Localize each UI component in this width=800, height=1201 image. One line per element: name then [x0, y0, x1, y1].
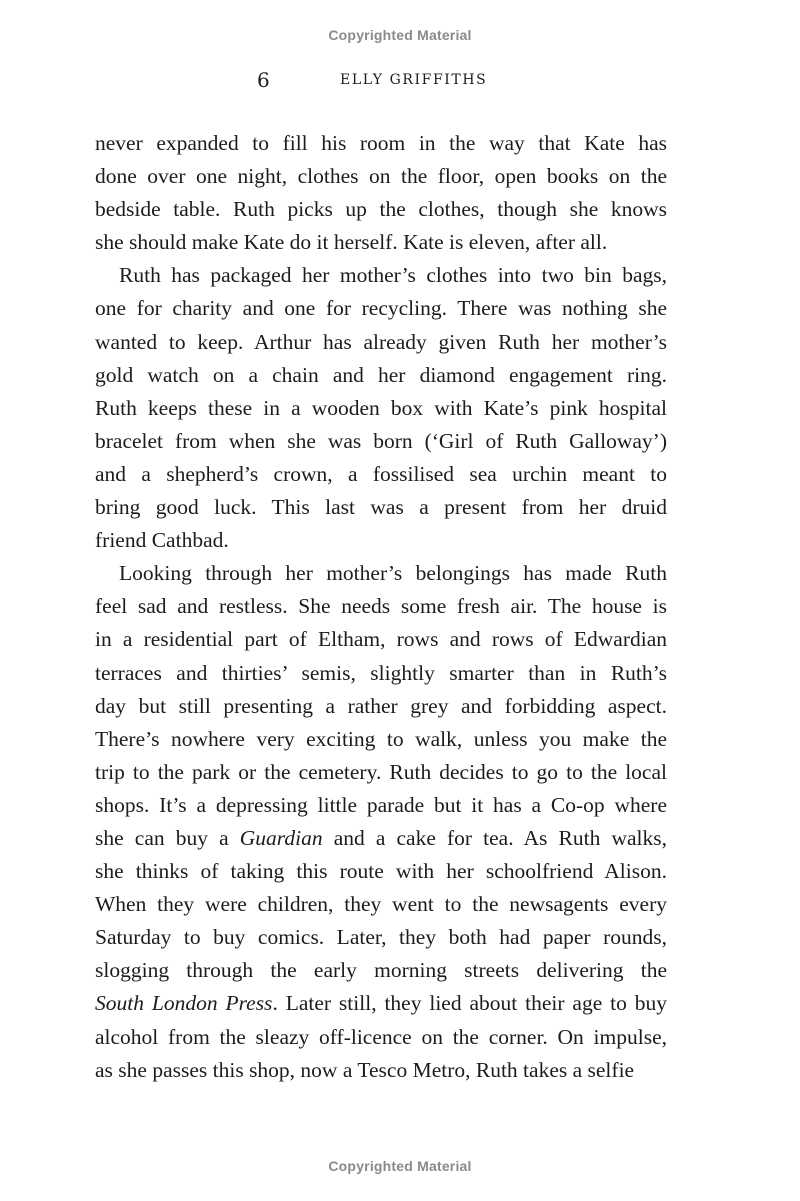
text-line: bedside table. Ruth picks up the clothes, though she knows	[95, 197, 667, 222]
text-line: gold watch on a chain and her diamond engagement ring.	[95, 362, 667, 387]
body-text	[95, 127, 667, 1087]
text-line: trip to the park or the cemetery. Ruth decides to go to the local	[95, 759, 667, 784]
text-line: one for charity and one for recycling. There was nothing she	[95, 296, 667, 321]
text-line: Ruth has packaged her mother’s clothes into two bin bags,	[119, 263, 667, 288]
text-line: she should make Kate do it herself. Kate is eleven, after all.	[95, 230, 608, 255]
text-line	[95, 987, 667, 1020]
paragraph	[95, 259, 667, 557]
text-line: shops. It’s a depressing little parade but it has a Co-op where	[95, 792, 667, 817]
text-line: day but still presenting a rather grey and forbidding aspect.	[95, 693, 667, 718]
text-run: she can buy a	[95, 825, 240, 850]
text-line	[95, 822, 667, 855]
text-line: slogging through the early morning streets delivering the	[95, 958, 667, 983]
page-number: 6	[257, 68, 270, 92]
text-line: friend Cathbad.	[95, 528, 229, 553]
running-head	[0, 68, 800, 94]
text-line: in a residential part of Eltham, rows and rows of Edwardian	[95, 627, 667, 652]
italic-title: Guardian	[239, 825, 323, 850]
text-line: alcohol from the sleazy off-licence on the corner. On impulse,	[95, 1024, 667, 1049]
paragraph	[95, 127, 667, 259]
text-line: Saturday to buy comics. Later, they both had paper rounds,	[95, 925, 667, 950]
italic-title: South London Press	[95, 991, 273, 1016]
text-line: never expanded to fill his room in the way that Kate has	[95, 131, 667, 155]
text-run: and a cake for tea. As Ruth walks,	[322, 825, 667, 850]
text-line: wanted to keep. Arthur has already given Ruth her mother’s	[95, 329, 667, 354]
text-line: as she passes this shop, now a Tesco Metro, Ruth takes a selfie	[95, 1057, 635, 1082]
copyright-watermark-bottom: Copyrighted Material	[328, 1158, 472, 1174]
text-line: she thinks of taking this route with her schoolfriend Alison.	[95, 859, 667, 884]
text-run: . Later still, they lied about their age to buy	[272, 991, 667, 1016]
text-line: Looking through her mother’s belongings has made Ruth	[119, 561, 667, 586]
text-line: When they were children, they went to the newsagents every	[95, 892, 667, 917]
text-line: done over one night, clothes on the floor, open books on the	[95, 164, 667, 189]
text-line: and a shepherd’s crown, a fossilised sea urchin meant to	[95, 461, 667, 486]
text-line: Ruth keeps these in a wooden box with Kate’s pink hospital	[95, 395, 667, 420]
paragraph	[95, 557, 667, 1087]
text-line: There’s nowhere very exciting to walk, unless you make the	[95, 726, 667, 751]
text-line: bring good luck. This last was a present from her druid	[95, 495, 667, 520]
text-line: terraces and thirties’ semis, slightly smarter than in Ruth’s	[95, 660, 667, 685]
text-line: feel sad and restless. She needs some fresh air. The house is	[95, 594, 667, 619]
copyright-watermark-top: Copyrighted Material	[328, 27, 472, 43]
text-line: bracelet from when she was born (‘Girl of Ruth Galloway’)	[95, 428, 667, 453]
author-name: ELLY GRIFFITHS	[340, 72, 488, 88]
